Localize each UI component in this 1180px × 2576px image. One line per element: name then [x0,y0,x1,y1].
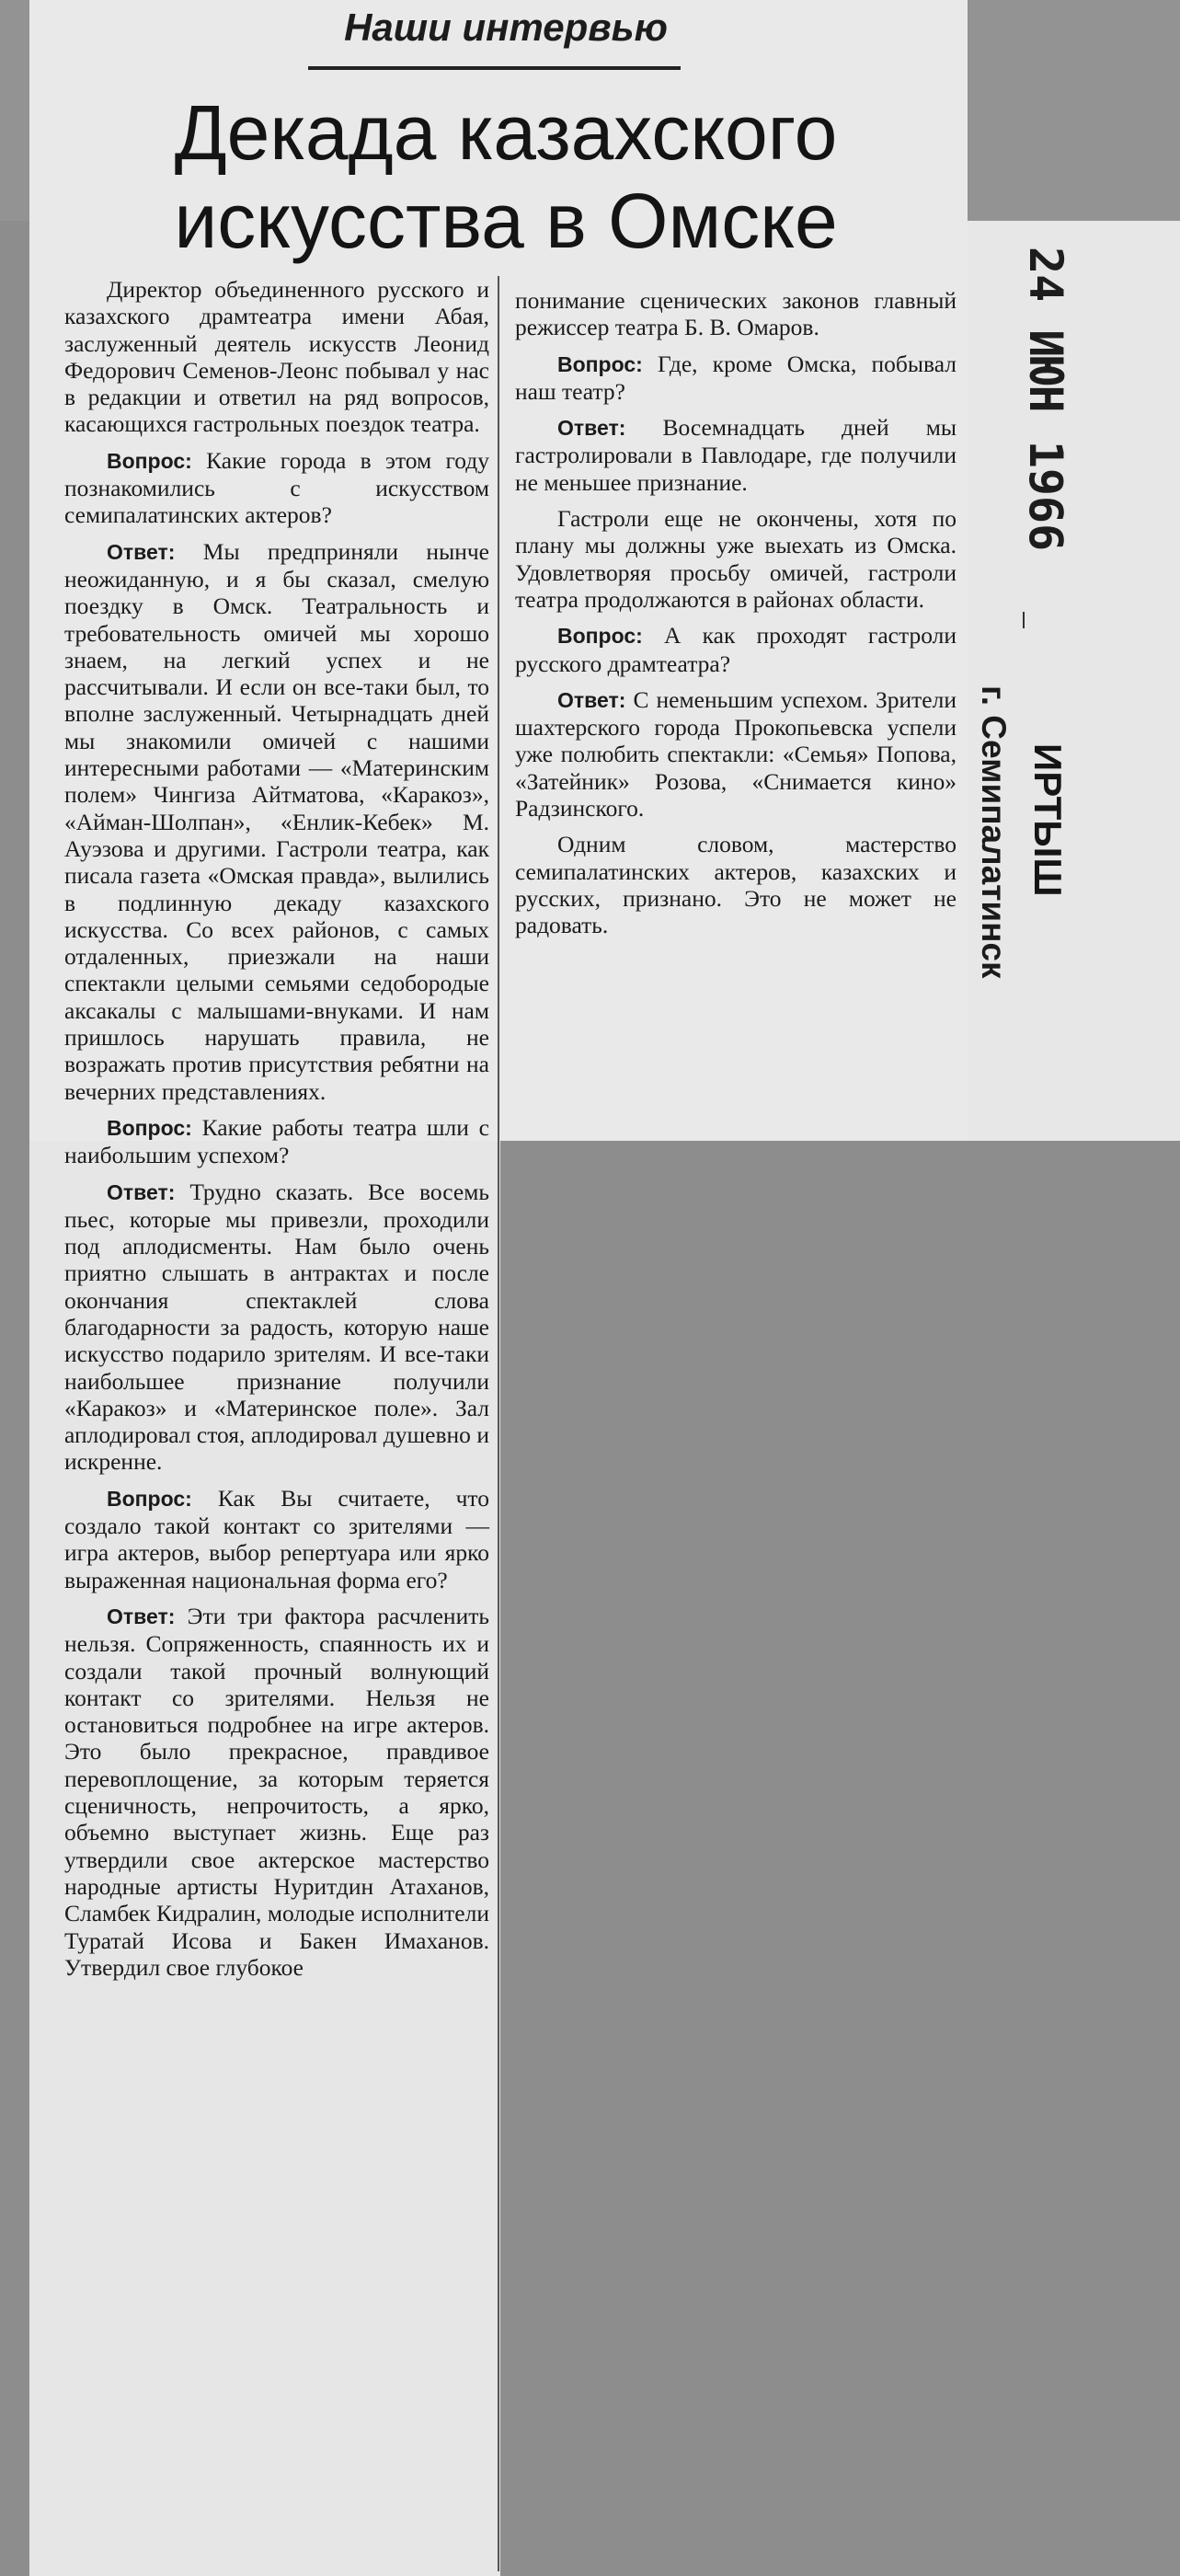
paragraph-text: Одним словом, мастерство семипалатинских актеров, казахских и русских, признано. Это не может не радовать. [515,831,957,939]
stamp-date: 24 ИЮН 1966 [1019,247,1072,552]
question-label: Вопрос: [557,351,643,376]
answer-label: Ответ: [107,539,176,564]
answer-label: Ответ: [107,1179,176,1204]
article-paragraph [515,505,957,613]
article-paragraph [64,276,489,438]
paragraph-text: Трудно сказать. Все восемь пьес, которые мы привезли, проходили под аплодисменты. Нам было очень приятно слышать в антрактах и после окончания спектаклей слова благодарности за радость, которую наше искусство подарило зрителям. И все-таки наибольшее признание получили «Каракоз» и «Материнское поле». Зал аплодировал стоя, аплодировал душевно и искренне. [64,1178,489,1476]
paragraph-text: Эти три фактора расчленить нельзя. Сопряженность, спаянность их и создали такой прочный волнующий контакт со зрителями. Нельзя не остановиться подробнее на игре актеров. Это было прекрасное, правдивое перевоплощение, за которым теряется сценичность, непрочитость, а ярко, объемно выступает жизнь. Еще раз утвердили свое актерское мастерство народные артисты Нуритдин Атаханов, Сламбек Кидралин, молодые исполнители Туратай Исова и Бакен Имаханов. Утвердил свое глубокое [64,1602,490,1981]
paragraph-text: Какие работы театра шли с наибольшим успехом? [64,1113,489,1169]
paragraph-text: понимание сценических законов главный режиссер театра Б. В. Омаров. [515,287,957,341]
answer-label: Ответ: [557,416,626,441]
question-label: Вопрос: [107,448,192,473]
headline-line-1: Декада казахского [174,89,838,176]
paragraph-text: Мы предприняли нынче неожиданную, и я бы сказал, смелую поездку в Омск. Театральность и требовательность омичей мы хорошо знаем, на легкий успех и не рассчитывали. И если он все-таки был, то вполне заслуженный. Четырнадцать дней мы знакомили омичей с нашими интересными работами — «Материнским полем» Чингиза Айтматова, «Каракоз», «Айман-Шолпан», «Енлик-Кебек» М. Ауэзова и другими. Гастроли театра, как писала газета «Омская правда», вылились в подлинную декаду казахского искусства. Со всех районов, с самых отдаленных, приезжали на наши спектакли целыми семьями седобородые аксакалы с малышами-внуками. И нам пришлось нарушать правила, не возражать против присутствия ребятни на вечерних представлениях. [64,537,489,1105]
stamp-newspaper-name: ИРТЫШ [1026,743,1070,897]
stamp-city: г. Семипалатинск [975,685,1013,979]
paragraph-text: Директор объединенного русского и казахского драмтеатра имени Абая, заслуженный деятель искусств Леонид Федорович Семенов-Леонс побывал у нас в редакции и ответил на ряд вопросов, касающихся гастрольных поездок театра. [64,276,489,438]
article-paragraph [515,831,957,938]
question-label: Вопрос: [557,624,643,649]
question-label: Вопрос: [107,1486,192,1511]
paragraph-text: Где, кроме Омска, побывал наш театр? [515,350,957,405]
article-paragraph [515,414,957,496]
article-headline [83,88,929,265]
headline-line-2: искусства в Омске [174,178,838,264]
article-paragraph [64,1114,489,1169]
paragraph-text: Какие города в этом году познакомились с искусством семипалатинских актеров? [64,446,490,529]
article-paragraph [64,1603,489,1981]
column-divider [498,276,499,2571]
article-paragraph [515,287,957,341]
article-paragraph [64,1485,489,1593]
answer-label: Ответ: [107,1604,176,1628]
answer-label: Ответ: [557,687,626,712]
article-paragraph [515,686,957,822]
article-paragraph [64,447,489,529]
paragraph-text: Как Вы считаете, что создало такой контакт со зрителями — игра актеров, выбор репертуара или ярко выраженная национальная форма его? [64,1484,489,1593]
rubric-heading: Наши интервью [344,6,668,49]
article-paragraph [64,538,489,1105]
question-label: Вопрос: [107,1115,192,1140]
paragraph-text: Гастроли еще не окончены, хотя по плану мы должны уже выехать из Омска. Удовлетворяя просьбу омичей, гастроли театра продолжаются в районах области. [515,505,957,613]
article-paragraph [64,1179,489,1476]
article-paragraph [515,351,957,406]
paragraph-text: Восемнадцать дней мы гастролировали в Павлодаре, где получили не меньшее признание. [515,414,957,496]
article-column-left [64,276,489,1990]
article-column-right [515,287,957,949]
article-paragraph [515,622,957,677]
pencil-mark [1023,612,1025,628]
rubric-underline [308,66,681,70]
paragraph-text: А как проходят гастроли русского драмтеатра? [515,622,957,677]
paragraph-text: С неменьшим успехом. Зрители шахтерского города Прокопьевска успели уже полюбить спектакли: «Семья» Попова, «Затейник» Розова, «Снимается кино» Радзинского. [515,685,957,822]
